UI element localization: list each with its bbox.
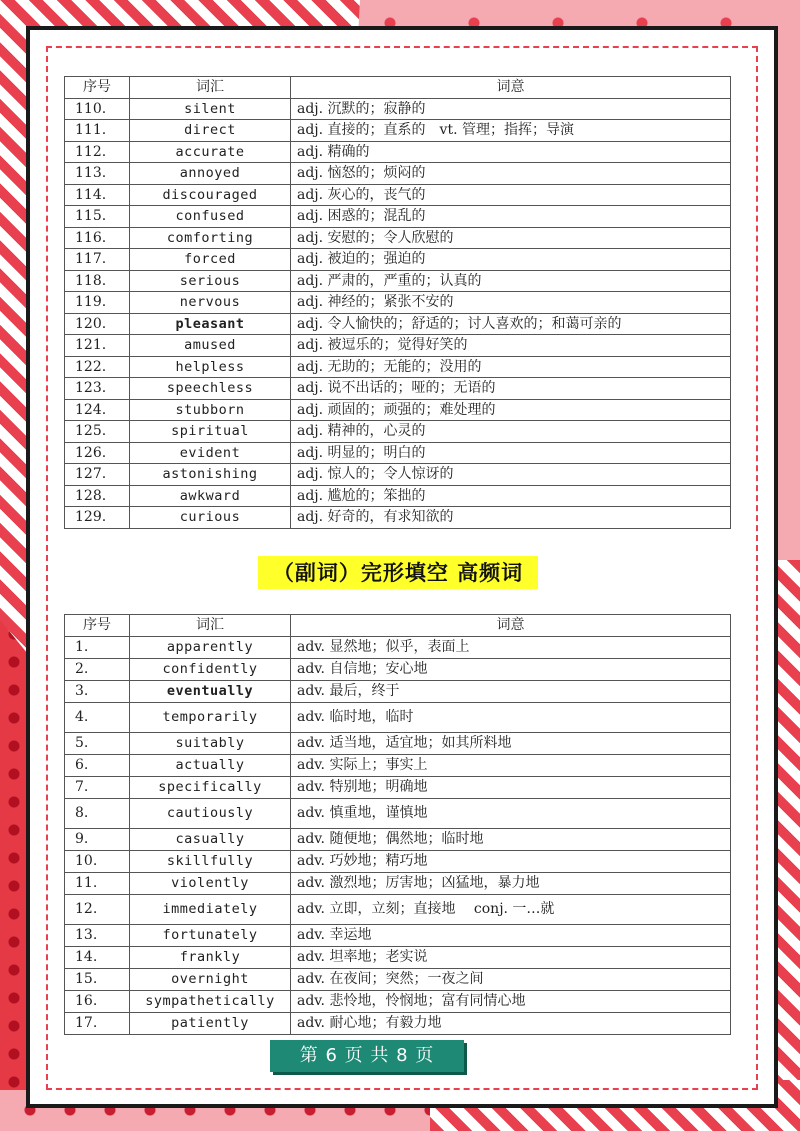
row-number: 114. <box>65 184 130 206</box>
row-number: 123. <box>65 378 130 400</box>
row-number: 120. <box>65 313 130 335</box>
table-header-row <box>65 615 731 637</box>
header-meaning: 词意 <box>291 77 731 99</box>
table-row <box>65 120 731 142</box>
row-meaning: adj. 无助的；无能的；没用的 <box>291 356 731 378</box>
row-number: 119. <box>65 292 130 314</box>
table-header-row <box>65 77 731 99</box>
row-number: 14. <box>65 946 130 968</box>
table-row <box>65 732 731 754</box>
row-meaning: adj. 精确的 <box>291 141 731 163</box>
header-number: 序号 <box>65 77 130 99</box>
row-number: 11. <box>65 872 130 894</box>
row-number: 2. <box>65 658 130 680</box>
table-row <box>65 442 731 464</box>
row-number: 10. <box>65 850 130 872</box>
row-number: 121. <box>65 335 130 357</box>
row-word: awkward <box>130 485 291 507</box>
table-row <box>65 968 731 990</box>
section-title: （副词）完形填空 高频词 <box>258 556 538 589</box>
row-number: 111. <box>65 120 130 142</box>
row-meaning: adv. 巧妙地；精巧地 <box>291 850 731 872</box>
table-row <box>65 270 731 292</box>
row-number: 112. <box>65 141 130 163</box>
row-meaning: adj. 严肃的，严重的；认真的 <box>291 270 731 292</box>
table-row <box>65 894 731 924</box>
table-row <box>65 464 731 486</box>
table-row <box>65 485 731 507</box>
row-word: helpless <box>130 356 291 378</box>
row-word: temporarily <box>130 702 291 732</box>
row-word: amused <box>130 335 291 357</box>
row-meaning: adv. 自信地；安心地 <box>291 658 731 680</box>
table-row <box>65 507 731 529</box>
row-meaning: adj. 惊人的；令人惊讶的 <box>291 464 731 486</box>
row-word: patiently <box>130 1012 291 1034</box>
row-word: nervous <box>130 292 291 314</box>
row-number: 12. <box>65 894 130 924</box>
row-word: casually <box>130 828 291 850</box>
row-number: 7. <box>65 776 130 798</box>
header-number: 序号 <box>65 615 130 637</box>
row-number: 3. <box>65 680 130 702</box>
table-row <box>65 798 731 828</box>
table-row <box>65 990 731 1012</box>
vocab-table-adverbs <box>64 614 731 1035</box>
row-word: apparently <box>130 636 291 658</box>
row-meaning: adj. 安慰的；令人欣慰的 <box>291 227 731 249</box>
table-row <box>65 227 731 249</box>
table-row <box>65 249 731 271</box>
row-word: accurate <box>130 141 291 163</box>
table-row <box>65 378 731 400</box>
row-number: 126. <box>65 442 130 464</box>
table-row <box>65 313 731 335</box>
row-word: sympathetically <box>130 990 291 1012</box>
row-number: 9. <box>65 828 130 850</box>
row-meaning: adj. 顽固的；顽强的；难处理的 <box>291 399 731 421</box>
row-word: direct <box>130 120 291 142</box>
row-word: comforting <box>130 227 291 249</box>
row-number: 5. <box>65 732 130 754</box>
row-number: 115. <box>65 206 130 228</box>
row-meaning: adj. 明显的；明白的 <box>291 442 731 464</box>
row-word: annoyed <box>130 163 291 185</box>
row-word: fortunately <box>130 924 291 946</box>
row-word: speechless <box>130 378 291 400</box>
row-number: 16. <box>65 990 130 1012</box>
table-row <box>65 946 731 968</box>
row-meaning: adj. 恼怒的；烦闷的 <box>291 163 731 185</box>
table-row <box>65 850 731 872</box>
table-row <box>65 872 731 894</box>
row-number: 118. <box>65 270 130 292</box>
row-word: violently <box>130 872 291 894</box>
row-number: 128. <box>65 485 130 507</box>
row-meaning: adj. 尴尬的；笨拙的 <box>291 485 731 507</box>
vocab-table-adjectives <box>64 76 731 529</box>
row-word: cautiously <box>130 798 291 828</box>
row-number: 6. <box>65 754 130 776</box>
header-word: 词汇 <box>130 77 291 99</box>
row-number: 1. <box>65 636 130 658</box>
table-row <box>65 754 731 776</box>
row-meaning: adj. 灰心的，丧气的 <box>291 184 731 206</box>
row-number: 127. <box>65 464 130 486</box>
row-meaning: adv. 在夜间；突然；一夜之间 <box>291 968 731 990</box>
row-word: actually <box>130 754 291 776</box>
table-row <box>65 98 731 120</box>
row-word: specifically <box>130 776 291 798</box>
row-word: silent <box>130 98 291 120</box>
row-number: 125. <box>65 421 130 443</box>
table-row <box>65 184 731 206</box>
row-word: frankly <box>130 946 291 968</box>
table-row <box>65 680 731 702</box>
row-word: immediately <box>130 894 291 924</box>
row-meaning: adv. 适当地，适宜地；如其所料地 <box>291 732 731 754</box>
table-row <box>65 335 731 357</box>
row-number: 129. <box>65 507 130 529</box>
table-row <box>65 658 731 680</box>
row-meaning: adj. 沉默的；寂静的 <box>291 98 731 120</box>
row-word: confidently <box>130 658 291 680</box>
row-meaning: adv. 立即，立刻；直接地 conj. 一…就 <box>291 894 731 924</box>
row-meaning: adv. 随便地；偶然地；临时地 <box>291 828 731 850</box>
table-row <box>65 206 731 228</box>
row-meaning: adv. 实际上；事实上 <box>291 754 731 776</box>
row-number: 13. <box>65 924 130 946</box>
row-word: overnight <box>130 968 291 990</box>
row-word: serious <box>130 270 291 292</box>
row-word: curious <box>130 507 291 529</box>
table-row <box>65 924 731 946</box>
table-row <box>65 356 731 378</box>
row-meaning: adj. 直接的；直系的 vt. 管理；指挥；导演 <box>291 120 731 142</box>
row-word: pleasant <box>130 313 291 335</box>
row-meaning: adj. 神经的；紧张不安的 <box>291 292 731 314</box>
row-meaning: adj. 困惑的；混乱的 <box>291 206 731 228</box>
row-number: 8. <box>65 798 130 828</box>
table-row <box>65 399 731 421</box>
row-meaning: adj. 被迫的；强迫的 <box>291 249 731 271</box>
row-meaning: adv. 最后，终于 <box>291 680 731 702</box>
row-number: 110. <box>65 98 130 120</box>
table-row <box>65 702 731 732</box>
table-row <box>65 421 731 443</box>
row-word: skillfully <box>130 850 291 872</box>
row-meaning: adj. 好奇的，有求知欲的 <box>291 507 731 529</box>
row-number: 113. <box>65 163 130 185</box>
row-meaning: adj. 精神的，心灵的 <box>291 421 731 443</box>
row-number: 124. <box>65 399 130 421</box>
row-number: 4. <box>65 702 130 732</box>
row-word: confused <box>130 206 291 228</box>
row-word: suitably <box>130 732 291 754</box>
table-row <box>65 828 731 850</box>
row-meaning: adj. 被逗乐的；觉得好笑的 <box>291 335 731 357</box>
row-meaning: adv. 显然地；似乎，表面上 <box>291 636 731 658</box>
row-meaning: adv. 悲怜地，怜悯地；富有同情心地 <box>291 990 731 1012</box>
row-number: 122. <box>65 356 130 378</box>
row-number: 15. <box>65 968 130 990</box>
table-row <box>65 776 731 798</box>
row-meaning: adv. 耐心地；有毅力地 <box>291 1012 731 1034</box>
row-meaning: adv. 特别地；明确地 <box>291 776 731 798</box>
row-meaning: adv. 幸运地 <box>291 924 731 946</box>
row-number: 116. <box>65 227 130 249</box>
header-word: 词汇 <box>130 615 291 637</box>
row-number: 117. <box>65 249 130 271</box>
table-row <box>65 1012 731 1034</box>
row-meaning: adv. 坦率地；老实说 <box>291 946 731 968</box>
row-meaning: adv. 慎重地，谨慎地 <box>291 798 731 828</box>
row-word: eventually <box>130 680 291 702</box>
row-word: stubborn <box>130 399 291 421</box>
table-row <box>65 292 731 314</box>
row-word: discouraged <box>130 184 291 206</box>
row-word: evident <box>130 442 291 464</box>
row-word: spiritual <box>130 421 291 443</box>
row-meaning: adv. 临时地，临时 <box>291 702 731 732</box>
row-meaning: adv. 激烈地；厉害地；凶猛地，暴力地 <box>291 872 731 894</box>
row-word: forced <box>130 249 291 271</box>
row-number: 17. <box>65 1012 130 1034</box>
page-number-badge: 第 6 页 共 8 页 <box>270 1040 464 1072</box>
row-word: astonishing <box>130 464 291 486</box>
header-meaning: 词意 <box>291 615 731 637</box>
table-row <box>65 636 731 658</box>
table-row <box>65 141 731 163</box>
row-meaning: adj. 说不出话的；哑的；无语的 <box>291 378 731 400</box>
table-row <box>65 163 731 185</box>
row-meaning: adj. 令人愉快的；舒适的；讨人喜欢的；和蔼可亲的 <box>291 313 731 335</box>
